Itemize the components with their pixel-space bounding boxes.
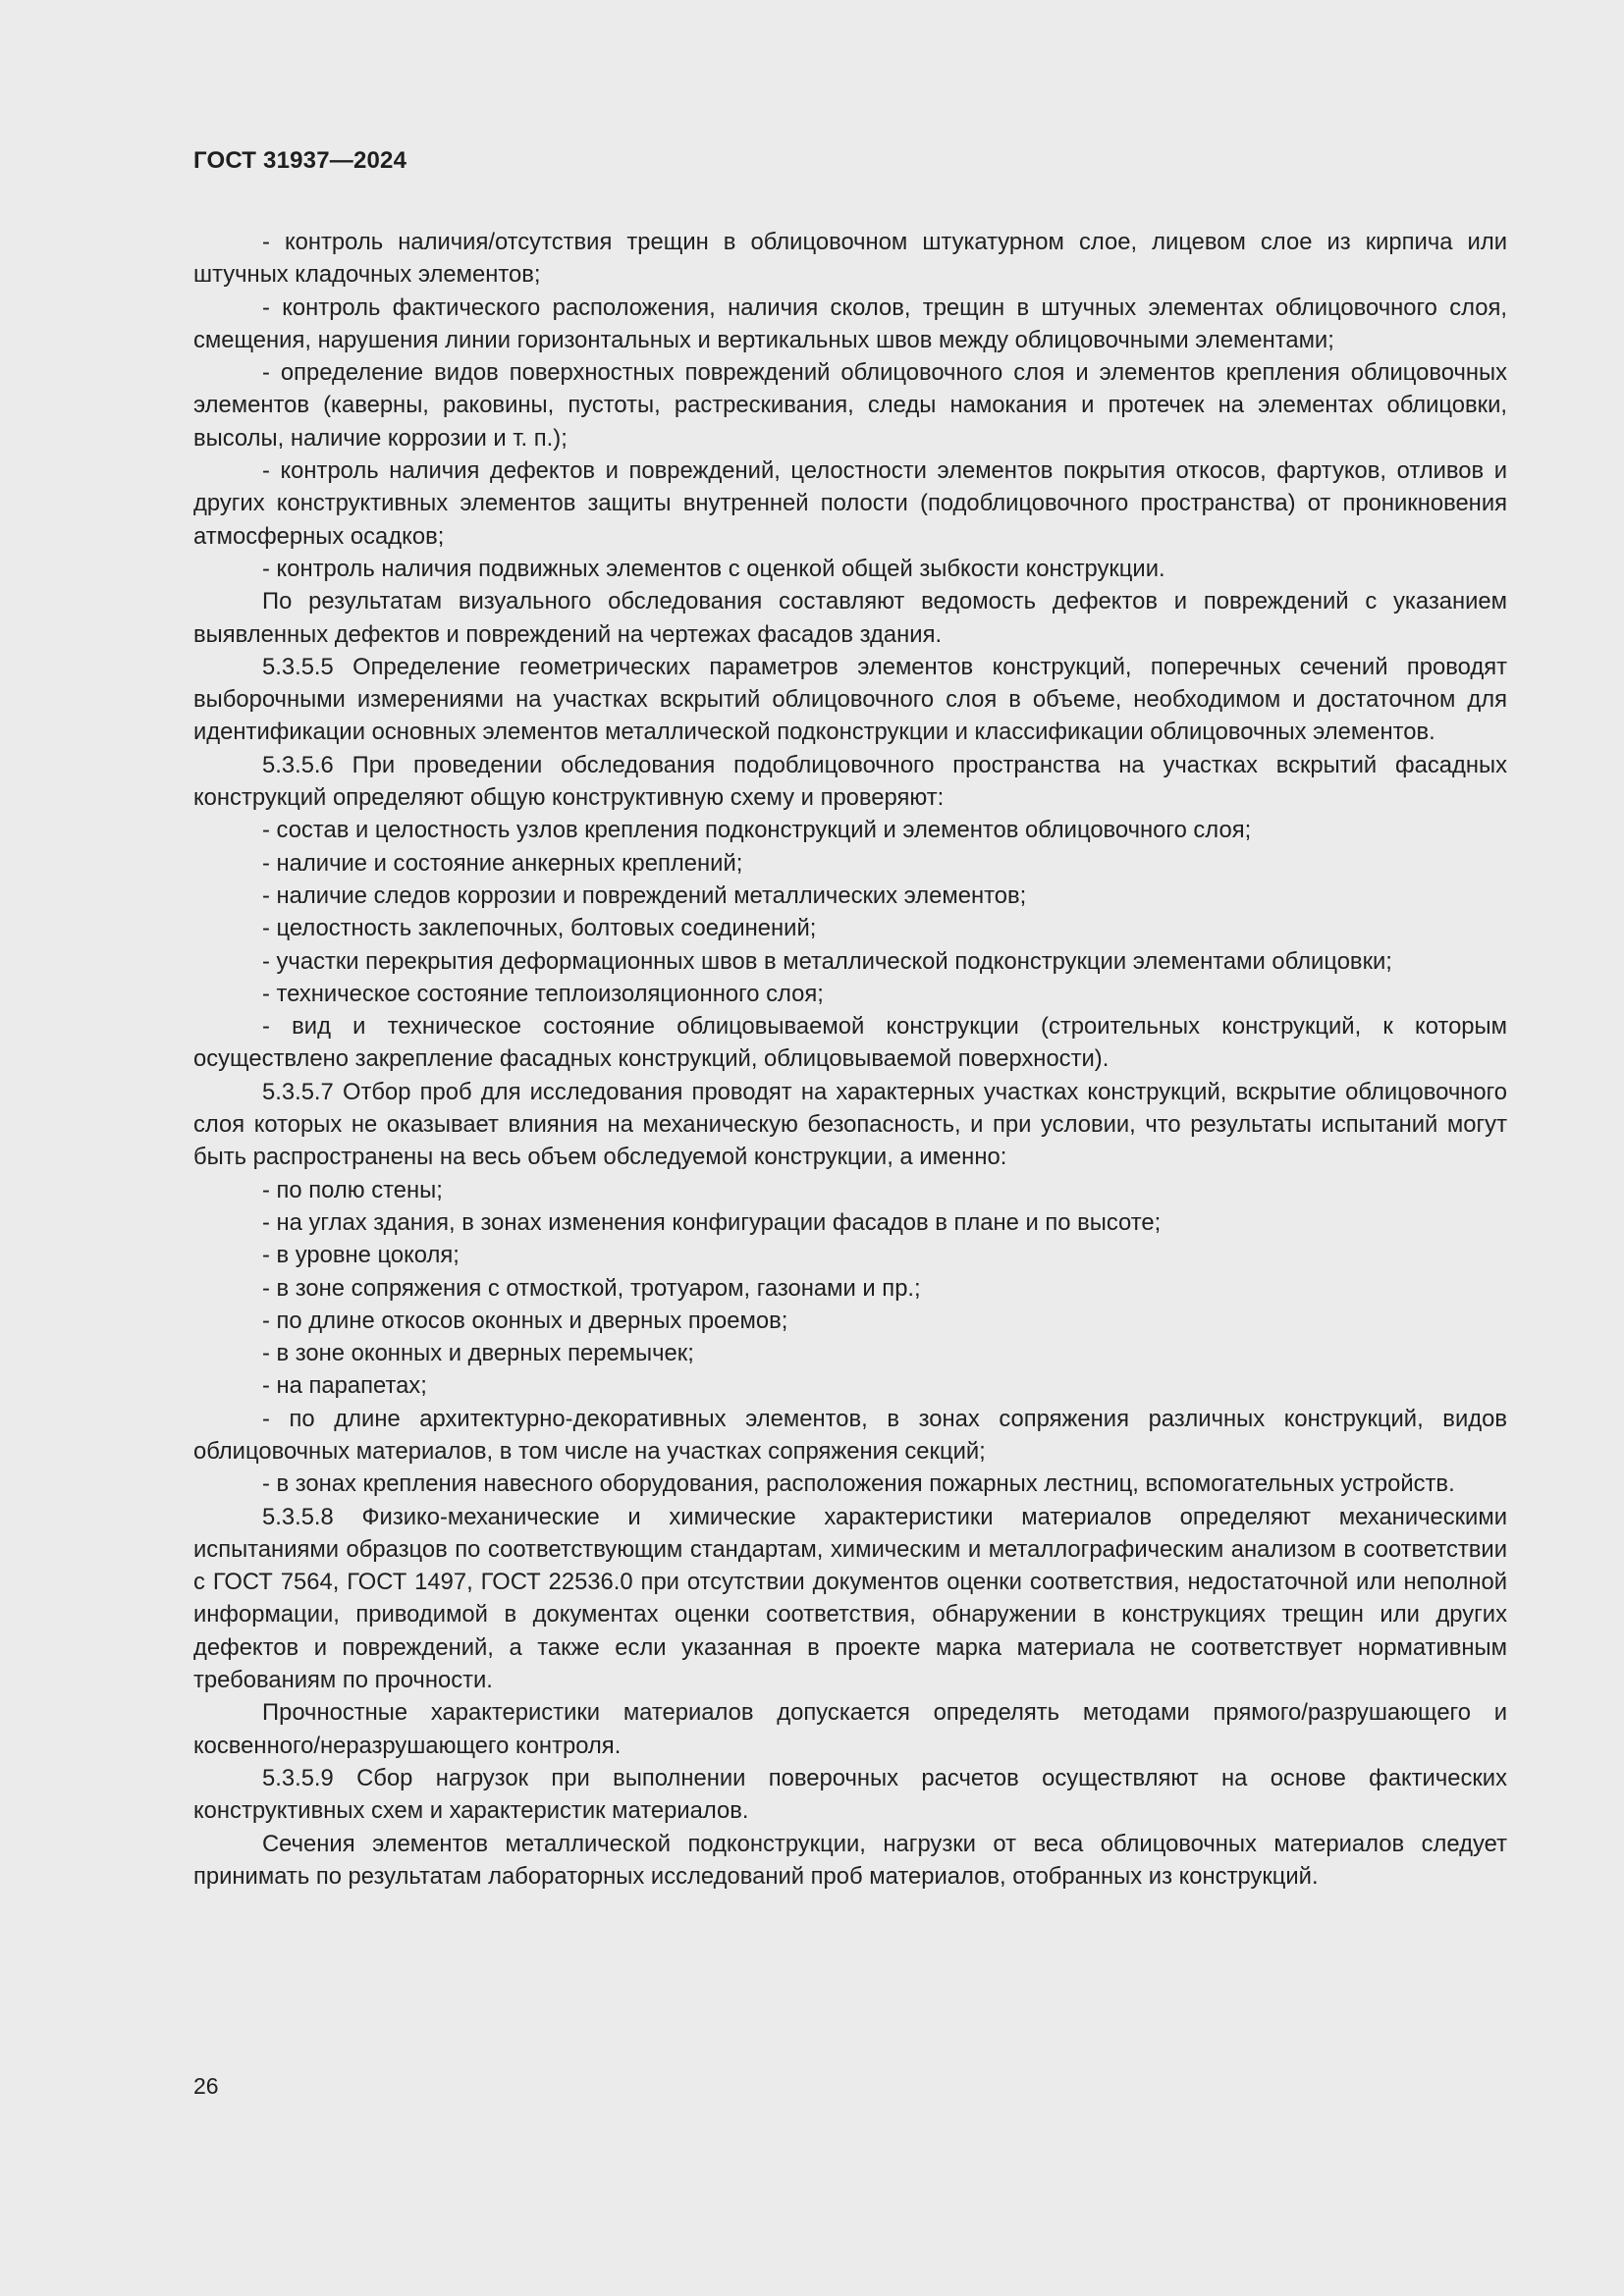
paragraph: - на парапетах; <box>262 1372 427 1400</box>
paragraph: - участки перекрытия деформационных швов в металлической подконструкции элементами облицовки; <box>262 947 1392 975</box>
paragraph: - наличие и состояние анкерных креплений; <box>262 849 743 877</box>
paragraph: - наличие следов коррозии и повреждений металлических элементов; <box>262 881 1027 909</box>
paragraph: - в зонах крепления навесного оборудования, расположения пожарных лестниц, вспомогательных устройств. <box>262 1470 1455 1498</box>
paragraph: - определение видов поверхностных повреждений облицовочного слоя и элементов крепления облицовочных элементов (каверны, раковины, пустоты, растрескивания, следы намокания и протечек на элементах облицовки, высолы, наличие коррозии и т. п.); <box>193 359 1507 452</box>
paragraph: - по полю стены; <box>262 1176 443 1203</box>
page-number: 26 <box>193 2073 219 2099</box>
paragraph: - контроль фактического расположения, наличия сколов, трещин в штучных элементах облицовочного слоя, смещения, нарушения линии горизонтальных и вертикальных швов между облицовочными элементами; <box>193 294 1507 353</box>
document-code-header: ГОСТ 31937—2024 <box>193 147 407 174</box>
paragraph: - контроль наличия/отсутствия трещин в облицовочном штукатурном слое, лицевом слое из кирпича или штучных кладочных элементов; <box>193 229 1507 289</box>
paragraph: - контроль наличия подвижных элементов с оценкой общей зыбкости конструкции. <box>262 555 1165 582</box>
paragraph: - на углах здания, в зонах изменения конфигурации фасадов в плане и по высоте; <box>262 1208 1162 1236</box>
paragraph: Прочностные характеристики материалов допускается определять методами прямого/разрушающего и косвенного/неразрушающего контроля. <box>193 1699 1507 1759</box>
paragraph: - по длине архитектурно-декоративных элементов, в зонах сопряжения различных конструкций, видов облицовочных материалов, в том числе на участках сопряжения секций; <box>193 1405 1507 1465</box>
paragraph: 5.3.5.8 Физико-механические и химические характеристики материалов определяют механическими испытаниями образцов по соответствующим стандартам, химическим и металлографическим анализом в соответствии с ГОСТ 7564, ГОСТ 1497, ГОСТ 22536.0 при отсутствии документов оценки соответствия, недостаточной или неполной информации, приводимой в документах оценки соответствия, обнаружении в конструкциях трещин или других дефектов и повреждений, а также если указанная в проекте марка материала не соответствует нормативным требованиям по прочности. <box>193 1503 1507 1694</box>
paragraph: - в зоне сопряжения с отмосткой, тротуаром, газонами и пр.; <box>262 1274 921 1302</box>
paragraph: По результатам визуального обследования составляют ведомость дефектов и повреждений с указанием выявленных дефектов и повреждений на чертежах фасадов здания. <box>193 588 1507 648</box>
paragraph: - вид и техническое состояние облицовываемой конструкции (строительных конструкций, к которым осуществлено закрепление фасадных конструкций, облицовываемой поверхности). <box>193 1013 1507 1073</box>
document-body <box>193 226 1507 1893</box>
paragraph: 5.3.5.5 Определение геометрических параметров элементов конструкций, поперечных сечений проводят выборочными измерениями на участках вскрытий облицовочного слоя в объеме, необходимом и достаточном для идентификации основных элементов металлической подконструкции и классификации облицовочных элементов. <box>193 653 1507 746</box>
paragraph: - целостность заклепочных, болтовых соединений; <box>262 915 817 942</box>
paragraph: 5.3.5.9 Сбор нагрузок при выполнении поверочных расчетов осуществляют на основе фактических конструктивных схем и характеристик материалов. <box>193 1764 1507 1825</box>
paragraph: 5.3.5.6 При проведении обследования подоблицовочного пространства на участках вскрытий фасадных конструкций определяют общую конструктивную схему и проверяют: <box>193 751 1507 812</box>
paragraph: - контроль наличия дефектов и повреждений, целостности элементов покрытия откосов, фартуков, отливов и других конструктивных элементов защиты внутренней полости (подоблицовочного пространства) от проникновения атмосферных осадков; <box>193 457 1507 550</box>
paragraph: - в зоне оконных и дверных перемычек; <box>262 1340 694 1367</box>
paragraph: - техническое состояние теплоизоляционного слоя; <box>262 980 824 1007</box>
paragraph: 5.3.5.7 Отбор проб для исследования проводят на характерных участках конструкций, вскрытие облицовочного слоя которых не оказывает влияния на механическую безопасность, и при условии, что результаты испытаний могут быть распространены на весь объем обследуемой конструкции, а именно: <box>193 1078 1507 1171</box>
paragraph: - состав и целостность узлов крепления подконструкций и элементов облицовочного слоя; <box>262 817 1252 844</box>
paragraph: - в уровне цоколя; <box>262 1242 460 1269</box>
paragraph: - по длине откосов оконных и дверных проемов; <box>262 1307 788 1334</box>
paragraph: Сечения элементов металлической подконструкции, нагрузки от веса облицовочных материалов следует принимать по результатам лабораторных исследований проб материалов, отобранных из конструкций. <box>193 1830 1507 1890</box>
